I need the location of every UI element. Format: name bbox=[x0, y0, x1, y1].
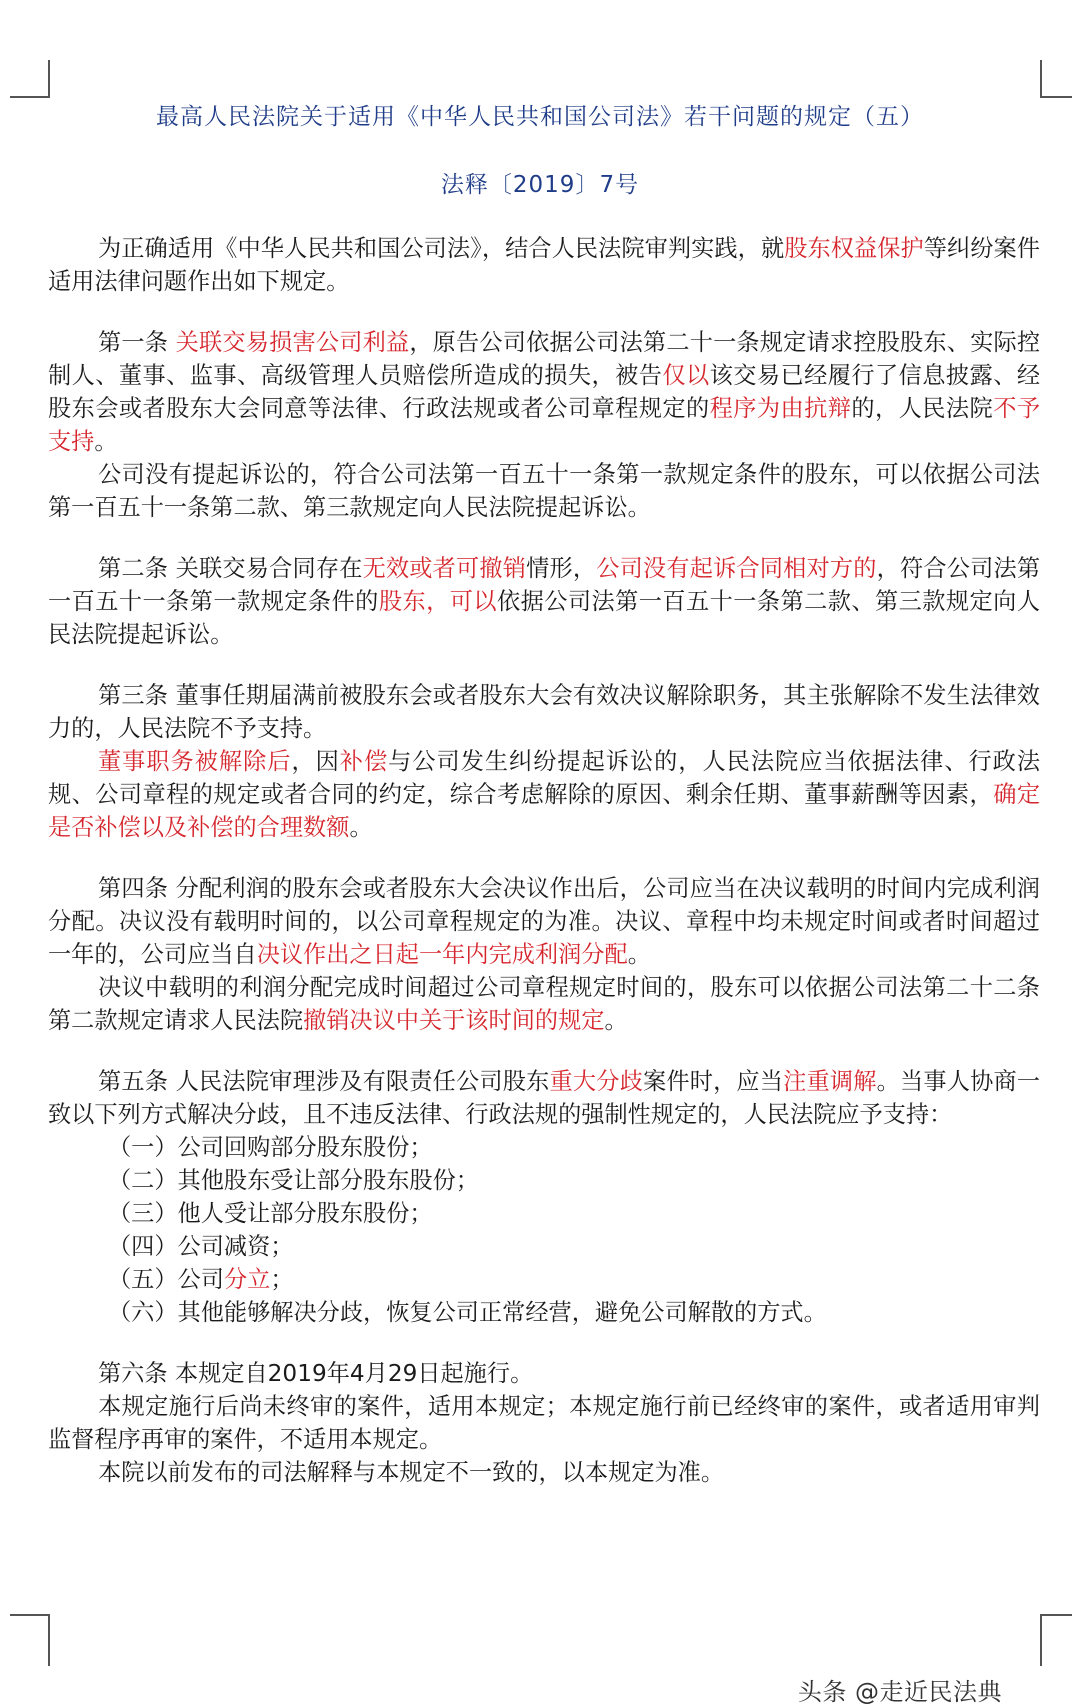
document-title: 最高人民法院关于适用《中华人民共和国公司法》若干问题的规定（五） bbox=[156, 104, 924, 130]
document-number: 法释〔2019〕7号 bbox=[440, 172, 640, 198]
article-6-paragraph-2: 本规定施行后尚未终审的案件，适用本规定；本规定施行前已经终审的案件，或者适用审判监督程序再审的案件，不适用本规定。 bbox=[48, 1393, 1040, 1453]
article-2-paragraph: 第二条 关联交易合同存在无效或者可撤销情形，公司没有起诉合同相对方的，符合公司法第一百五十一条第一款规定条件的股东，可以依据公司法第一百五十一条第二款、第三款规定向人民法院提起诉讼。 bbox=[48, 555, 1041, 648]
crop-mark-top-left bbox=[10, 60, 50, 98]
article-4-paragraph-1: 第四条 分配利润的股东会或者股东大会决议作出后，公司应当在决议载明的时间内完成利润分配。决议没有载明时间的，以公司章程规定的为准。决议、章程中均未规定时间或者时间超过一年的，公司应当自决议作出之日起一年内完成利润分配。 bbox=[48, 875, 1040, 968]
article-1-paragraph-1: 第一条 关联交易损害公司利益，原告公司依据公司法第二十一条规定请求控股股东、实际控制人、董事、监事、高级管理人员赔偿所造成的损失，被告仅以该交易已经履行了信息披露、经股东会或者股东大会同意等法律、行政法规或者公司章程规定的程序为由抗辩的，人民法院不予支持。 bbox=[48, 329, 1041, 455]
document-body bbox=[48, 232, 1040, 1489]
article-4-paragraph-2: 决议中载明的利润分配完成时间超过公司章程规定时间的，股东可以依据公司法第二十二条第二款规定请求人民法院撤销决议中关于该时间的规定。 bbox=[48, 974, 1040, 1034]
crop-mark-bottom-right bbox=[1040, 1614, 1072, 1666]
crop-mark-bottom-left bbox=[10, 1614, 50, 1666]
article-6-paragraph-1: 第六条 本规定自2019年4月29日起施行。 bbox=[98, 1360, 534, 1387]
article-5-item-2: （二）其他股东受让部分股东股份； bbox=[108, 1167, 479, 1194]
intro-paragraph: 为正确适用《中华人民共和国公司法》，结合人民法院审判实践，就股东权益保护等纠纷案件适用法律问题作出如下规定。 bbox=[48, 235, 1040, 295]
article-5-item-4: （四）公司减资； bbox=[108, 1233, 294, 1260]
article-1-paragraph-2: 公司没有提起诉讼的，符合公司法第一百五十一条第一款规定条件的股东，可以依据公司法第一百五十一条第二款、第三款规定向人民法院提起诉讼。 bbox=[48, 461, 1040, 521]
article-5-paragraph-1: 第五条 人民法院审理涉及有限责任公司股东重大分歧案件时，应当注重调解。当事人协商一致以下列方式解决分歧，且不违反法律、行政法规的强制性规定的，人民法院应予支持： bbox=[48, 1068, 1041, 1128]
article-6-paragraph-3: 本院以前发布的司法解释与本规定不一致的，以本规定为准。 bbox=[98, 1459, 725, 1486]
article-3-paragraph-2: 董事职务被解除后，因补偿与公司发生纠纷提起诉讼的，人民法院应当依据法律、行政法规、公司章程的规定或者合同的约定，综合考虑解除的原因、剩余任期、董事薪酬等因素，确定是否补偿以及补偿的合理数额。 bbox=[48, 748, 1041, 841]
source-watermark: 头条 @走近民法典 bbox=[797, 1678, 1002, 1706]
article-5-item-3: （三）他人受让部分股东股份； bbox=[108, 1200, 433, 1227]
article-5-item-5: （五）公司分立； bbox=[108, 1266, 294, 1293]
article-3-paragraph-1: 第三条 董事任期届满前被股东会或者股东大会有效决议解除职务，其主张解除不发生法律效力的，人民法院不予支持。 bbox=[48, 682, 1040, 742]
crop-mark-top-right bbox=[1040, 60, 1072, 98]
article-5-item-6: （六）其他能够解决分歧，恢复公司正常经营，避免公司解散的方式。 bbox=[108, 1299, 827, 1326]
article-5-item-1: （一）公司回购部分股东股份； bbox=[108, 1134, 433, 1161]
